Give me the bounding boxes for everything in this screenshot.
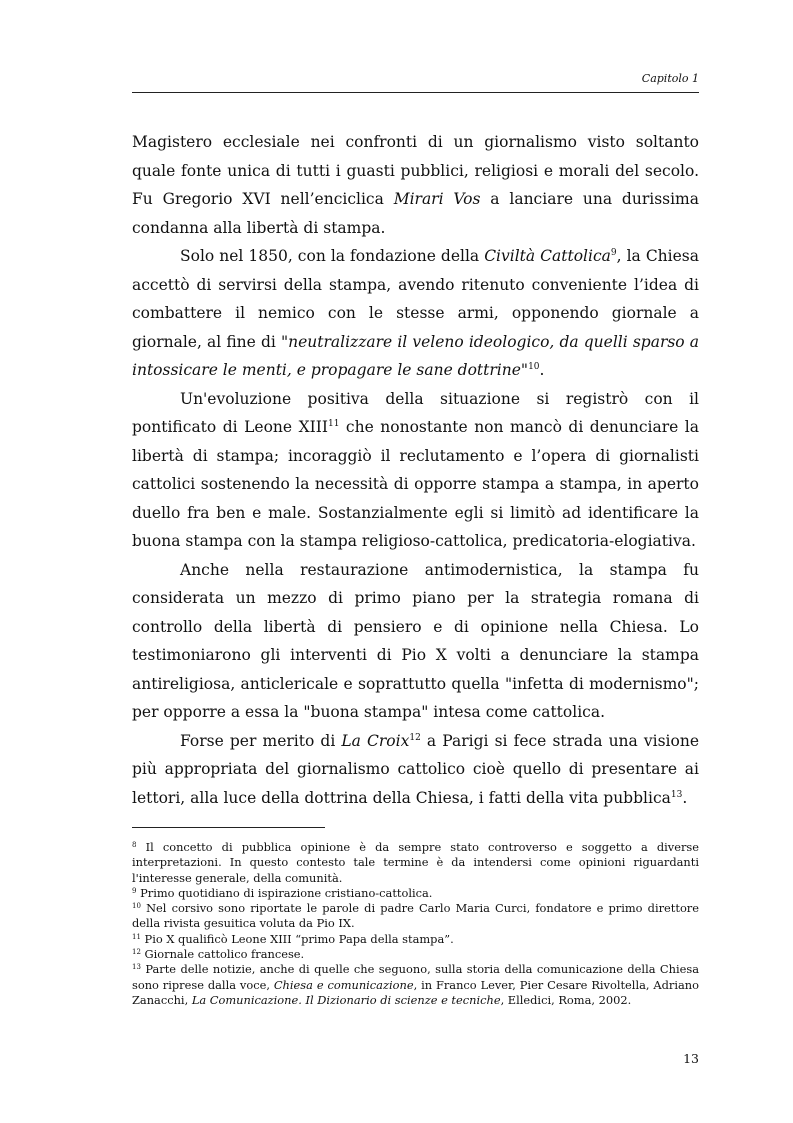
footnote-ref-12[interactable]: 12	[409, 732, 421, 743]
emphasis-mirari-vos: Mirari Vos	[393, 190, 481, 208]
chapter-title: Capitolo 1	[641, 72, 699, 85]
paragraph-2: Solo nel 1850, con la fondazione della Civiltà Cattolica$^9$, la Chiesa accettò di servirsi della stampa, avendo ritenuto conveniente l’idea di combattere il nemico con le stesse armi, opponendo giornale a giornale, al fine di "neutralizzare il veleno ideologico, da quelli sparso a intossicare le menti, e propagare le sane dottrine"$^{10}$.	[132, 247, 700, 379]
emphasis-la-croix: La Croix	[341, 731, 410, 750]
footnote-ref-9[interactable]: 9	[610, 248, 617, 258]
footnote-12: $^{12}$ Giornale cattolico francese.	[132, 947, 305, 962]
quote-curci: neutralizzare il veleno ideologico, da quelli sparso a intossicare le menti, e propagare le sane dottrine	[132, 332, 700, 379]
footnote-ref-10[interactable]: 10	[528, 362, 540, 372]
footnote-ref-11[interactable]: 11	[327, 419, 340, 429]
footnote-ref-13[interactable]: 13	[670, 789, 683, 800]
footnote-separator	[132, 827, 325, 828]
paragraph-1: Magistero ecclesiale nei confronti di un giornalismo visto soltanto quale fonte unica di tutti i guasti pubblici, religiosi e morali del secolo. Fu Gregorio XVI nell’enciclica Mirari Vos a lanciare una durissima condanna alla libertà di stampa.	[132, 133, 699, 237]
page-number: 13	[683, 1051, 699, 1066]
footnote-8: $^8$ Il concetto di pubblica opinione è da sempre stato controverso e soggetto a diverse interpretazioni. In questo contesto tale termine è da intendersi come opinioni riguardanti l'interesse generale, della comunità.	[132, 840, 699, 885]
body-text	[132, 128, 699, 812]
footnote-10: $^{10}$ Nel corsivo sono riportate le parole di padre Carlo Maria Curci, fondatore e primo direttore della rivista gesuitica voluta da Pio IX.	[132, 901, 699, 931]
paragraph-5: Forse per merito di La Croix$^{12}$ a Parigi si fece strada una visione più appropriata del giornalismo cattolico cioè quello di presentare ai lettori, alla luce della dottrina della Chiesa, i fatti della vita pubblica$^{13}$.	[132, 731, 699, 807]
emphasis-civilta-cattolica: Civiltà Cattolica	[484, 247, 611, 265]
footnotes	[132, 840, 699, 1008]
footnote-9: $^9$ Primo quotidiano di ispirazione cristiano-cattolica.	[132, 885, 433, 900]
paragraph-3: Un'evoluzione positiva della situazione si registrò con il pontificato di Leone XIII$^{11}$ che nonostante non mancò di denunciare la libertà di stampa; incoraggiò il reclutamento e l’opera di giornalisti cattolici sostenendo la necessità di opporre stampa a stampa, in aperto duello fra ben e male. Sostanzialmente egli si limitò ad identificare la buona stampa con la stampa religioso-cattolica, predicatoria-elogiativa.	[132, 389, 700, 550]
footnote-11: $^{11}$ Pio X qualificò Leone XIII “primo Papa della stampa”.	[132, 931, 454, 946]
header-rule	[132, 92, 699, 93]
paragraph-4: Anche nella restaurazione antimodernistica, la stampa fu considerata un mezzo di primo piano per la strategia romana di controllo della libertà di pensiero e di opinione nella Chiesa. Lo testimoniarono gli interventi di Pio X volti a denunciare la stampa antireligiosa, anticlericale e soprattutto quella "infetta di modernismo"; per opporre a essa la "buona stampa" intesa come cattolica.	[132, 560, 699, 721]
running-header	[132, 72, 699, 92]
footnote-13: $^{13}$ Parte delle notizie, anche di quelle che seguono, sulla storia della comunicazione della Chiesa sono riprese dalla voce, Chiesa e comunicazione, in Franco Lever, Pier Cesare Rivoltella, Adriano Zanacchi, La Comunicazione. Il Dizionario di scienze e tecniche, Elledici, Roma, 2002.	[132, 962, 699, 1007]
